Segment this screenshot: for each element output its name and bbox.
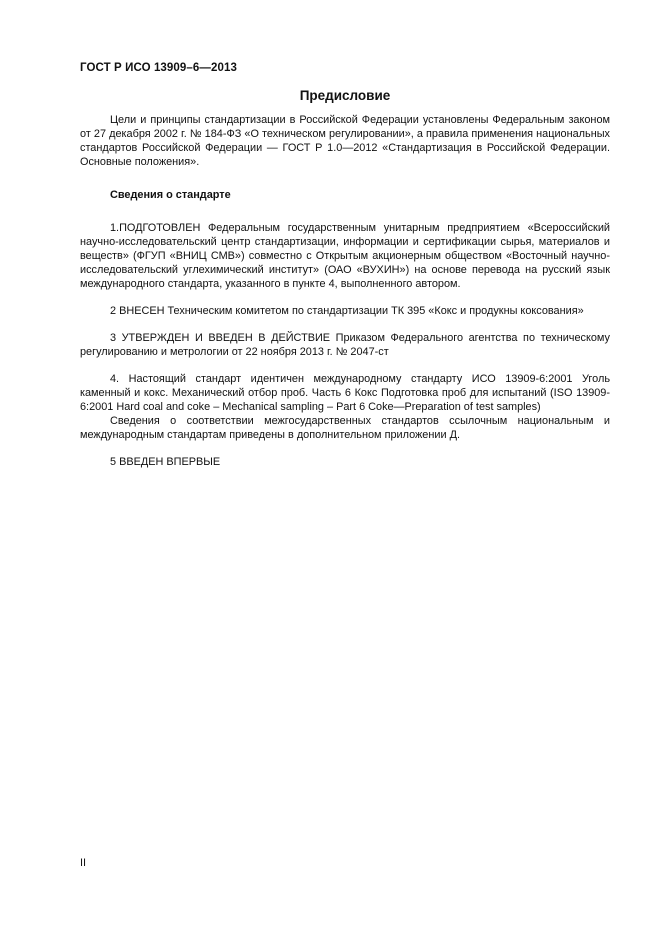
intro-paragraph: Цели и принципы стандартизации в Российской Федерации установлены Федеральным законом от 27 декабря 2002 г. № 184-ФЗ «О техническом регулировании», а правила применения национальных стандартов Российской Федерации — ГОСТ Р 1.0—2012 «Стандартизация в Российской Федерации. Основные положения». xyxy=(80,114,610,168)
item-paragraph-3: 3 УТВЕРЖДЕН И ВВЕДЕН В ДЕЙСТВИЕ Приказом Федерального агентства по техническому регулированию и метрологии от 22 ноября 2013 г. № 2047-ст xyxy=(80,332,610,358)
document-header: ГОСТ Р ИСО 13909–6—2013 xyxy=(80,62,237,74)
item-paragraph-4: 4. Настоящий стандарт идентичен международному стандарту ИСО 13909-6:2001 Уголь каменный и кокс. Механический отбор проб. Часть 6 Кокс Подготовка проб для испытаний (ISO 13909-6:2001 Hard coal and coke – Mechanical sampling – Part 6 Coke—Preparation of test samples) xyxy=(80,373,610,413)
page-number: II xyxy=(80,857,87,869)
item-paragraph-4-note: Сведения о соответствии межгосударственных стандартов ссылочным национальным и международным стандартам приведены в дополнительном приложении Д. xyxy=(80,415,610,441)
item-paragraph-1: 1.ПОДГОТОВЛЕН Федеральным государственным унитарным предприятием «Всероссийский научно-исследовательский центр стандартизации, информации и сертификации сырья, материалов и веществ» (ФГУП «ВНИЦ СМВ») совместно с Открытым акционерным обществом «Восточный научно-исследовательский углехимический институт» (ОАО «ВУХИН») на основе перевода на русский язык международного стандарта, указанного в пункте 4, выполненного автором. xyxy=(80,222,610,290)
item-paragraph-2: 2 ВНЕСЕН Техническим комитетом по стандартизации ТК 395 «Кокс и продукны коксования» xyxy=(110,305,584,317)
item-paragraph-5: 5 ВВЕДЕН ВПЕРВЫЕ xyxy=(110,456,221,468)
subheading: Сведения о стандарте xyxy=(110,189,231,201)
page-title: Предисловие xyxy=(299,88,391,103)
document-body xyxy=(80,113,610,469)
